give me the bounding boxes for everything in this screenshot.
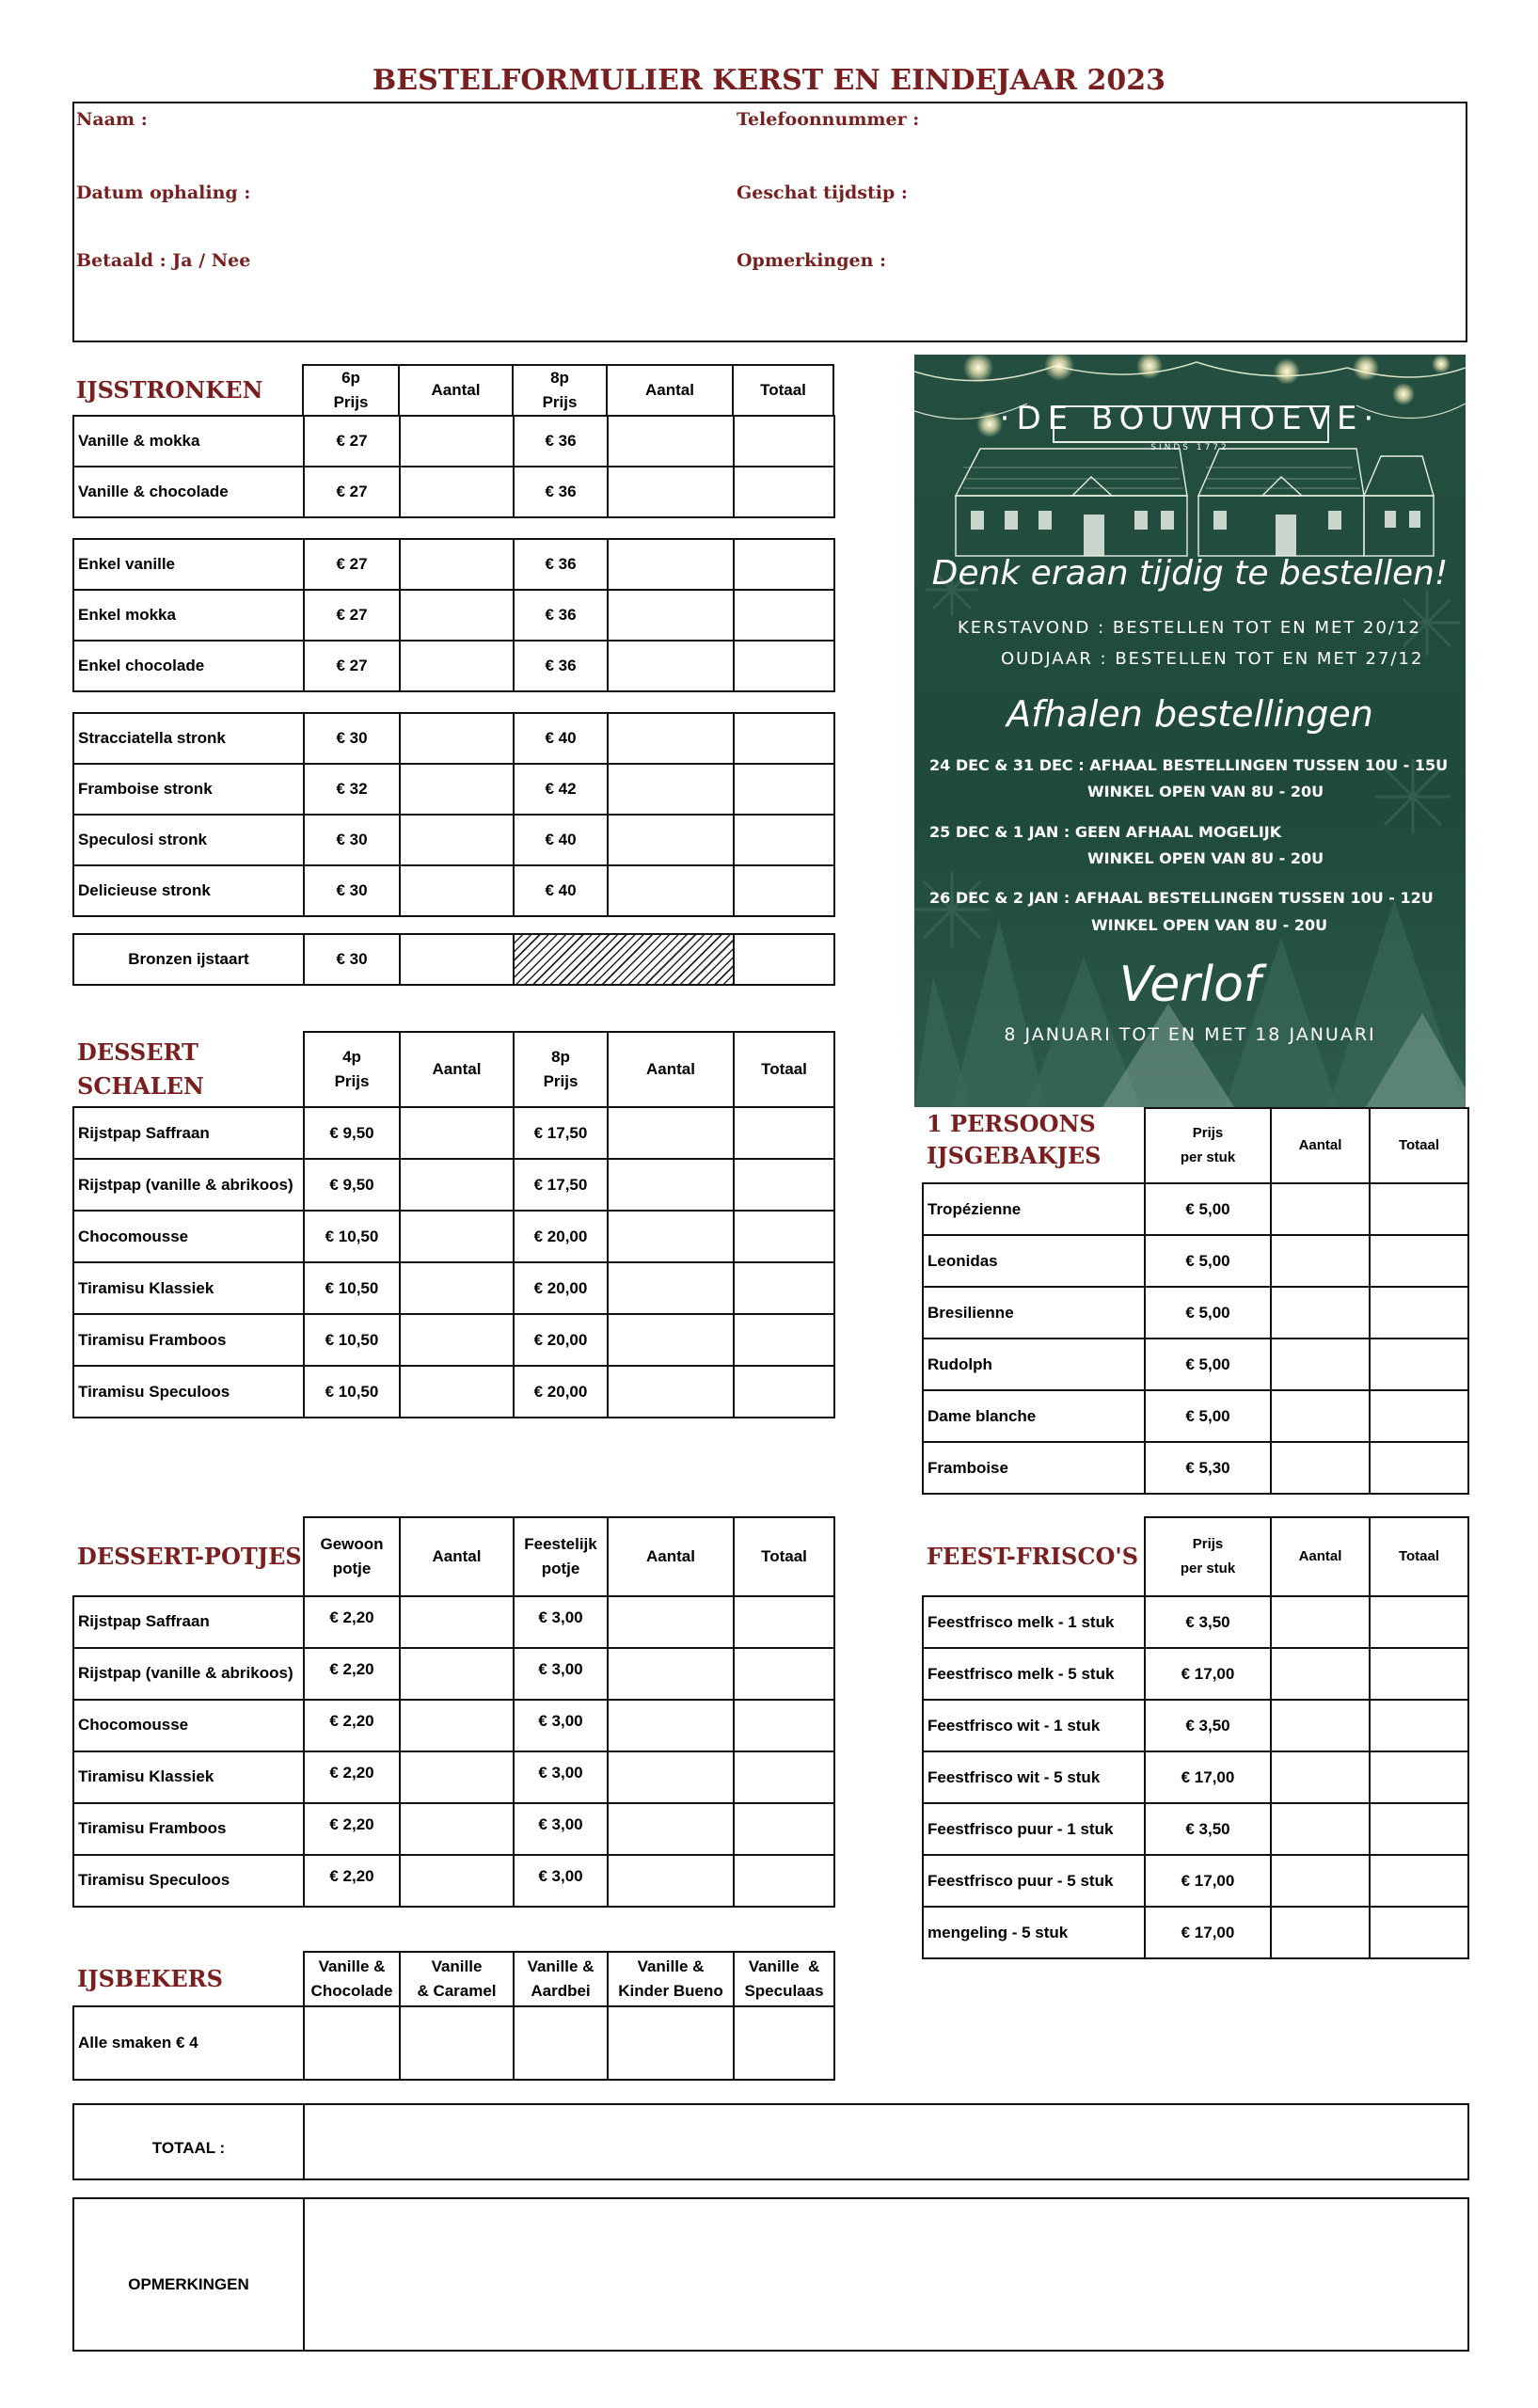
- table-row: [923, 1803, 1468, 1855]
- aantal-cell[interactable]: [608, 416, 734, 467]
- hatched-cell: [514, 934, 734, 985]
- aantal-cell[interactable]: [608, 1596, 734, 1648]
- table-row: [73, 1596, 834, 1648]
- table-row: [923, 1907, 1468, 1958]
- aantal-cell[interactable]: [1271, 1442, 1370, 1494]
- product-name: Feestfrisco melk - 5 stuk: [923, 1648, 1145, 1700]
- table-row: [73, 1648, 834, 1700]
- table-row: [923, 1339, 1468, 1390]
- aantal-cell[interactable]: [1271, 1339, 1370, 1390]
- aantal-cell[interactable]: [400, 467, 514, 517]
- product-name: Feestfrisco melk - 1 stuk: [923, 1596, 1145, 1648]
- ijsstronken-title: IJSSTRONKEN: [76, 376, 263, 404]
- price-large: € 3,00: [514, 1751, 608, 1803]
- table-row: [923, 1648, 1468, 1700]
- header-aantal: Aantal: [399, 365, 513, 416]
- price-per-stuk: € 3,50: [1145, 1803, 1271, 1855]
- opmerkingen-label: Opmerkingen :: [737, 250, 887, 271]
- price-6p: € 27: [304, 539, 400, 590]
- header-8p-prijs: 8p Prijs: [514, 1032, 608, 1107]
- aantal-cell[interactable]: [400, 590, 514, 641]
- price-small: € 9,50: [304, 1107, 400, 1159]
- header-totaal: Totaal: [734, 1517, 834, 1596]
- table-row: [923, 1855, 1468, 1907]
- price-per-stuk: € 5,00: [1145, 1339, 1271, 1390]
- opmerkingen-table: [72, 2197, 1469, 2352]
- aantal-cell[interactable]: [1271, 1287, 1370, 1339]
- aantal-cell[interactable]: [608, 815, 734, 865]
- price-per-stuk: € 3,50: [1145, 1700, 1271, 1751]
- ijsstronken-group-2: [72, 538, 835, 692]
- price-small: € 2,20: [304, 1855, 400, 1907]
- telefoon-label: Telefoonnummer :: [737, 109, 920, 130]
- product-name: Feestfrisco wit - 5 stuk: [923, 1751, 1145, 1803]
- price-per-stuk: € 5,00: [1145, 1390, 1271, 1442]
- product-name: Bresilienne: [923, 1287, 1145, 1339]
- price-per-stuk: € 17,00: [1145, 1907, 1271, 1958]
- header-aantal: Aantal: [1271, 1517, 1370, 1596]
- table-row: [73, 1211, 834, 1262]
- totaal-value-cell[interactable]: [304, 2104, 1468, 2179]
- aantal-cell[interactable]: [1271, 1596, 1370, 1648]
- price-small: € 2,20: [304, 1803, 400, 1855]
- product-name: Leonidas: [923, 1235, 1145, 1287]
- price-per-stuk: € 5,00: [1145, 1183, 1271, 1235]
- customer-info-box: [72, 102, 1467, 342]
- aantal-cell[interactable]: [400, 1211, 514, 1262]
- table-row: [923, 1287, 1468, 1339]
- table-row: [73, 1262, 834, 1314]
- product-name: Speculosi stronk: [73, 815, 304, 865]
- aantal-cell[interactable]: [400, 1262, 514, 1314]
- price-6p: € 27: [304, 467, 400, 517]
- table-row: [923, 1235, 1468, 1287]
- price-small: € 2,20: [304, 1700, 400, 1751]
- poster-line1b: WINKEL OPEN VAN 8U - 20U: [1087, 783, 1324, 800]
- aantal-cell[interactable]: [400, 713, 514, 764]
- aantal-cell[interactable]: [608, 1855, 734, 1907]
- table-row: [73, 590, 834, 641]
- aantal-cell[interactable]: [608, 1107, 734, 1159]
- poster-verlof: Verlof: [1118, 957, 1261, 1013]
- naam-label: Naam :: [76, 109, 148, 130]
- price-6p: € 30: [304, 713, 400, 764]
- page-title: BESTELFORMULIER KERST EN EINDEJAAR 2023: [372, 64, 1166, 97]
- aantal-cell[interactable]: [400, 641, 514, 691]
- totaal-cell[interactable]: [734, 1751, 834, 1803]
- tijdstip-label: Geschat tijdstip :: [737, 182, 908, 203]
- product-name: Enkel mokka: [73, 590, 304, 641]
- product-name: mengeling - 5 stuk: [923, 1907, 1145, 1958]
- totaal-cell[interactable]: [734, 1366, 834, 1418]
- table-row: [73, 1159, 834, 1211]
- totaal-cell[interactable]: [734, 1107, 834, 1159]
- header-totaal: Totaal: [1370, 1108, 1468, 1183]
- table-row: [73, 641, 834, 691]
- price-8p: € 36: [514, 467, 608, 517]
- aantal-cell[interactable]: [400, 1107, 514, 1159]
- totaal-cell[interactable]: [734, 539, 834, 590]
- price-small: € 10,50: [304, 1211, 400, 1262]
- poster-line3b: WINKEL OPEN VAN 8U - 20U: [1091, 916, 1328, 934]
- aantal-cell[interactable]: [1271, 1648, 1370, 1700]
- aantal-cell[interactable]: [608, 1803, 734, 1855]
- header-aantal: Aantal: [400, 1517, 514, 1596]
- totaal-cell[interactable]: [1370, 1235, 1468, 1287]
- datum-label: Datum ophaling :: [76, 182, 251, 203]
- price-large: € 20,00: [514, 1262, 608, 1314]
- price-large: € 3,00: [514, 1855, 608, 1907]
- price-per-stuk: € 17,00: [1145, 1648, 1271, 1700]
- aantal-cell[interactable]: [400, 865, 514, 916]
- totaal-cell[interactable]: [734, 815, 834, 865]
- persoons-title: 1 PERSOONS IJSGEBAKJES: [927, 1110, 1102, 1169]
- totaal-cell[interactable]: [1370, 1183, 1468, 1235]
- poster-oud: OUDJAAR : BESTELLEN TOT EN MET 27/12: [1001, 649, 1424, 669]
- header-vanille-aardbei: Vanille & Aardbei: [514, 1952, 608, 2006]
- totaal-cell[interactable]: [1370, 1855, 1468, 1907]
- totaal-cell[interactable]: [1370, 1442, 1468, 1494]
- header-vanille-kinder-bueno: Vanille & Kinder Bueno: [608, 1952, 734, 2006]
- header-vanille-speculaas: Vanille & Speculaas: [734, 1952, 834, 2006]
- table-row: [73, 2006, 834, 2080]
- header-totaal: Totaal: [1370, 1517, 1468, 1596]
- totaal-cell[interactable]: [734, 1803, 834, 1855]
- aantal-cell[interactable]: [400, 539, 514, 590]
- product-name: Framboise: [923, 1442, 1145, 1494]
- aantal-cell[interactable]: [608, 1648, 734, 1700]
- aantal-cell[interactable]: [608, 713, 734, 764]
- price-large: € 3,00: [514, 1596, 608, 1648]
- ijsbekers-table: [72, 1951, 835, 2081]
- aantal-cell[interactable]: [400, 2006, 514, 2080]
- header-totaal: Totaal: [733, 365, 833, 416]
- totaal-cell[interactable]: [734, 1211, 834, 1262]
- totaal-cell[interactable]: [1370, 1803, 1468, 1855]
- price-per-stuk: € 5,00: [1145, 1235, 1271, 1287]
- totaal-cell[interactable]: [1370, 1751, 1468, 1803]
- totaal-cell[interactable]: [734, 1700, 834, 1751]
- table-row: [73, 764, 834, 815]
- product-name: Rijstpap (vanille & abrikoos): [73, 1159, 304, 1211]
- header-aantal: Aantal: [608, 1032, 734, 1107]
- poster-line2a: 25 DEC & 1 JAN : GEEN AFHAAL MOGELIJK: [929, 823, 1282, 841]
- header-gewoon-potje: Gewoon potje: [304, 1517, 400, 1596]
- product-name: Chocomousse: [73, 1211, 304, 1262]
- frisco-title: FEEST-FRISCO'S: [927, 1542, 1139, 1570]
- price-6p: € 32: [304, 764, 400, 815]
- totaal-cell[interactable]: [734, 416, 834, 467]
- header-aantal: Aantal: [1271, 1108, 1370, 1183]
- aantal-cell[interactable]: [1271, 1751, 1370, 1803]
- aantal-cell[interactable]: [608, 1262, 734, 1314]
- product-name: Rudolph: [923, 1339, 1145, 1390]
- aantal-cell[interactable]: [400, 1855, 514, 1907]
- totaal-cell[interactable]: [734, 865, 834, 916]
- product-name: Tiramisu Speculoos: [73, 1366, 304, 1418]
- product-name: Rijstpap (vanille & abrikoos): [73, 1648, 304, 1700]
- ijsstronken-group-1: [72, 415, 835, 518]
- price-large: € 20,00: [514, 1366, 608, 1418]
- totaal-cell[interactable]: [734, 764, 834, 815]
- product-name: Framboise stronk: [73, 764, 304, 815]
- aantal-cell[interactable]: [400, 934, 514, 985]
- aantal-cell[interactable]: [1271, 1235, 1370, 1287]
- poster-verlof-dates: 8 JANUARI TOT EN MET 18 JANUARI: [1004, 1024, 1376, 1045]
- product-name: Stracciatella stronk: [73, 713, 304, 764]
- price-large: € 20,00: [514, 1211, 608, 1262]
- price-6p: € 27: [304, 416, 400, 467]
- totaal-cell[interactable]: [734, 1159, 834, 1211]
- aantal-cell[interactable]: [608, 1314, 734, 1366]
- aantal-cell[interactable]: [1271, 1855, 1370, 1907]
- price-6p: € 30: [304, 815, 400, 865]
- aantal-cell[interactable]: [1271, 1700, 1370, 1751]
- table-row: [73, 1855, 834, 1907]
- aantal-cell[interactable]: [608, 1211, 734, 1262]
- price-small: € 10,50: [304, 1262, 400, 1314]
- table-row: [73, 1751, 834, 1803]
- aantal-cell[interactable]: [514, 2006, 608, 2080]
- price-6p: € 30: [304, 865, 400, 916]
- table-row: [73, 934, 834, 985]
- table-row: [923, 1751, 1468, 1803]
- price-small: € 10,50: [304, 1366, 400, 1418]
- table-row: [73, 713, 834, 764]
- frisco-table: [922, 1516, 1469, 1959]
- totaal-cell[interactable]: [1370, 1339, 1468, 1390]
- poster-line1a: 24 DEC & 31 DEC : AFHAAL BESTELLINGEN TUSSEN 10U - 15U: [929, 756, 1449, 774]
- aantal-cell[interactable]: [608, 1159, 734, 1211]
- aantal-cell[interactable]: [400, 1648, 514, 1700]
- dessert-schalen-title: DESSERT SCHALEN: [77, 1038, 204, 1100]
- header-totaal: Totaal: [734, 1032, 834, 1107]
- totaal-cell[interactable]: [1370, 1287, 1468, 1339]
- aantal-cell[interactable]: [400, 1700, 514, 1751]
- header-prijs-per-stuk: Prijs per stuk: [1145, 1108, 1271, 1183]
- totaal-cell[interactable]: [734, 1596, 834, 1648]
- aantal-cell[interactable]: [608, 590, 734, 641]
- product-name: Feestfrisco puur - 1 stuk: [923, 1803, 1145, 1855]
- poster-afhalen: Afhalen bestellingen: [1007, 693, 1373, 735]
- price-large: € 17,50: [514, 1107, 608, 1159]
- ijsbekers-title: IJSBEKERS: [77, 1964, 223, 1992]
- poster-kerst: KERSTAVOND : BESTELLEN TOT EN MET 20/12: [958, 618, 1421, 638]
- totaal-cell[interactable]: [734, 1314, 834, 1366]
- product-name: Rijstpap Saffraan: [73, 1596, 304, 1648]
- header-prijs-per-stuk: Prijs per stuk: [1145, 1517, 1271, 1596]
- aantal-cell[interactable]: [608, 641, 734, 691]
- product-name: Tiramisu Framboos: [73, 1803, 304, 1855]
- aantal-cell[interactable]: [400, 1751, 514, 1803]
- aantal-cell[interactable]: [1271, 1803, 1370, 1855]
- totaal-cell[interactable]: [1370, 1700, 1468, 1751]
- price-large: € 17,50: [514, 1159, 608, 1211]
- table-row: [73, 467, 834, 517]
- aantal-cell[interactable]: [608, 1366, 734, 1418]
- totaal-cell[interactable]: [734, 1855, 834, 1907]
- ijsbekers-row-label: Alle smaken € 4: [73, 2006, 304, 2080]
- header-vanille-caramel: Vanille & Caramel: [400, 1952, 514, 2006]
- dessert-potjes-title: DESSERT-POTJES: [77, 1542, 302, 1570]
- ijstaart-table: [72, 933, 835, 986]
- price-8p: € 36: [514, 539, 608, 590]
- header-8p-prijs: 8p Prijs: [513, 365, 607, 416]
- product-name: Delicieuse stronk: [73, 865, 304, 916]
- product-name: Rijstpap Saffraan: [73, 1107, 304, 1159]
- totaal-cell[interactable]: [734, 713, 834, 764]
- aantal-cell[interactable]: [608, 1751, 734, 1803]
- table-row: [73, 416, 834, 467]
- price-per-stuk: € 17,00: [1145, 1751, 1271, 1803]
- aantal-cell[interactable]: [734, 2006, 834, 2080]
- poster-line3a: 26 DEC & 2 JAN : AFHAAL BESTELLINGEN TUSSEN 10U - 12U: [929, 889, 1434, 907]
- aantal-cell[interactable]: [1271, 1390, 1370, 1442]
- price-large: € 3,00: [514, 1700, 608, 1751]
- aantal-cell[interactable]: [400, 815, 514, 865]
- aantal-cell[interactable]: [400, 764, 514, 815]
- totaal-cell[interactable]: [734, 590, 834, 641]
- totaal-cell[interactable]: [734, 641, 834, 691]
- betaald-label: Betaald : Ja / Nee: [76, 250, 251, 271]
- price-6p: € 27: [304, 590, 400, 641]
- price-large: € 3,00: [514, 1648, 608, 1700]
- header-feestelijk-potje: Feestelijk potje: [514, 1517, 608, 1596]
- price-large: € 20,00: [514, 1314, 608, 1366]
- totaal-cell[interactable]: [734, 934, 834, 985]
- aantal-cell[interactable]: [400, 1366, 514, 1418]
- aantal-cell[interactable]: [1271, 1907, 1370, 1958]
- price-small: € 2,20: [304, 1751, 400, 1803]
- aantal-cell[interactable]: [608, 865, 734, 916]
- aantal-cell[interactable]: [400, 1314, 514, 1366]
- product-name: Tiramisu Klassiek: [73, 1262, 304, 1314]
- aantal-cell[interactable]: [1271, 1183, 1370, 1235]
- poster-line2b: WINKEL OPEN VAN 8U - 20U: [1087, 849, 1324, 867]
- table-row: [73, 815, 834, 865]
- totaal-cell[interactable]: [734, 1262, 834, 1314]
- ijsstronken-header: [72, 364, 834, 417]
- totaal-label: TOTAAL :: [73, 2104, 304, 2179]
- table-row: [73, 1314, 834, 1366]
- header-aantal: Aantal: [608, 1517, 734, 1596]
- header-vanille-chocolade: Vanille & Chocolade: [304, 1952, 400, 2006]
- header-4p-prijs: 4p Prijs: [304, 1032, 400, 1107]
- price-8p: € 40: [514, 713, 608, 764]
- opmerkingen-label: OPMERKINGEN: [73, 2198, 304, 2351]
- header-aantal: Aantal: [400, 1032, 514, 1107]
- aantal-cell[interactable]: [400, 1803, 514, 1855]
- table-row: [923, 1390, 1468, 1442]
- totaal-cell[interactable]: [1370, 1596, 1468, 1648]
- dessert-potjes-table: [72, 1516, 835, 1908]
- price-per-stuk: € 3,50: [1145, 1596, 1271, 1648]
- table-row: [73, 1366, 834, 1418]
- totaal-cell[interactable]: [734, 467, 834, 517]
- totaal-table: [72, 2103, 1469, 2180]
- price-per-stuk: € 5,00: [1145, 1287, 1271, 1339]
- totaal-cell[interactable]: [734, 1648, 834, 1700]
- aantal-cell[interactable]: [608, 539, 734, 590]
- product-name: Tiramisu Klassiek: [73, 1751, 304, 1803]
- price-8p: € 36: [514, 416, 608, 467]
- product-name: Chocomousse: [73, 1700, 304, 1751]
- aantal-cell[interactable]: [400, 1159, 514, 1211]
- price-6p: € 27: [304, 641, 400, 691]
- table-row: [923, 1700, 1468, 1751]
- product-name: Tiramisu Framboos: [73, 1314, 304, 1366]
- ijsstronken-group-3: [72, 712, 835, 917]
- header-aantal: Aantal: [607, 365, 733, 416]
- price-small: € 9,50: [304, 1159, 400, 1211]
- table-row: [923, 1442, 1468, 1494]
- price-8p: € 36: [514, 590, 608, 641]
- product-name: Tropézienne: [923, 1183, 1145, 1235]
- poster-headline: Denk eraan tijdig te bestellen!: [931, 554, 1449, 593]
- table-row: [923, 1183, 1468, 1235]
- price-8p: € 42: [514, 764, 608, 815]
- table-row: [73, 1700, 834, 1751]
- table-row: [73, 539, 834, 590]
- price-small: € 10,50: [304, 1314, 400, 1366]
- dessert-schalen-table: [72, 1031, 835, 1418]
- price-8p: € 36: [514, 641, 608, 691]
- product-name: Vanille & mokka: [73, 416, 304, 467]
- aantal-cell[interactable]: [608, 2006, 734, 2080]
- totaal-cell[interactable]: [1370, 1390, 1468, 1442]
- product-name: Enkel chocolade: [73, 641, 304, 691]
- product-name: Feestfrisco wit - 1 stuk: [923, 1700, 1145, 1751]
- opmerkingen-value-cell[interactable]: [304, 2198, 1468, 2351]
- ijstaart-name: Bronzen ijstaart: [73, 934, 304, 985]
- product-name: Enkel vanille: [73, 539, 304, 590]
- table-row: [73, 865, 834, 916]
- product-name: Vanille & chocolade: [73, 467, 304, 517]
- price-8p: € 40: [514, 815, 608, 865]
- price-small: € 2,20: [304, 1648, 400, 1700]
- price-8p: € 40: [514, 865, 608, 916]
- table-row: [923, 1596, 1468, 1648]
- product-name: Dame blanche: [923, 1390, 1145, 1442]
- aantal-cell[interactable]: [400, 416, 514, 467]
- ijstaart-price: € 30: [304, 934, 400, 985]
- table-row: [73, 1107, 834, 1159]
- aantal-cell[interactable]: [608, 467, 734, 517]
- price-per-stuk: € 5,30: [1145, 1442, 1271, 1494]
- table-row: [73, 1803, 834, 1855]
- totaal-cell[interactable]: [1370, 1648, 1468, 1700]
- header-6p-prijs: 6p Prijs: [303, 365, 399, 416]
- aantal-cell[interactable]: [608, 764, 734, 815]
- aantal-cell[interactable]: [304, 2006, 400, 2080]
- aantal-cell[interactable]: [608, 1700, 734, 1751]
- aantal-cell[interactable]: [400, 1596, 514, 1648]
- persoons-table: [922, 1107, 1469, 1495]
- product-name: Tiramisu Speculoos: [73, 1855, 304, 1907]
- price-small: € 2,20: [304, 1596, 400, 1648]
- poster-brand: ·DE BOUWHOEVE·: [999, 400, 1381, 437]
- price-per-stuk: € 17,00: [1145, 1855, 1271, 1907]
- bouwhoeve-poster: [914, 355, 1466, 1107]
- totaal-cell[interactable]: [1370, 1907, 1468, 1958]
- price-large: € 3,00: [514, 1803, 608, 1855]
- product-name: Feestfrisco puur - 5 stuk: [923, 1855, 1145, 1907]
- poster-sinds: SINDS 1772: [1150, 443, 1229, 452]
